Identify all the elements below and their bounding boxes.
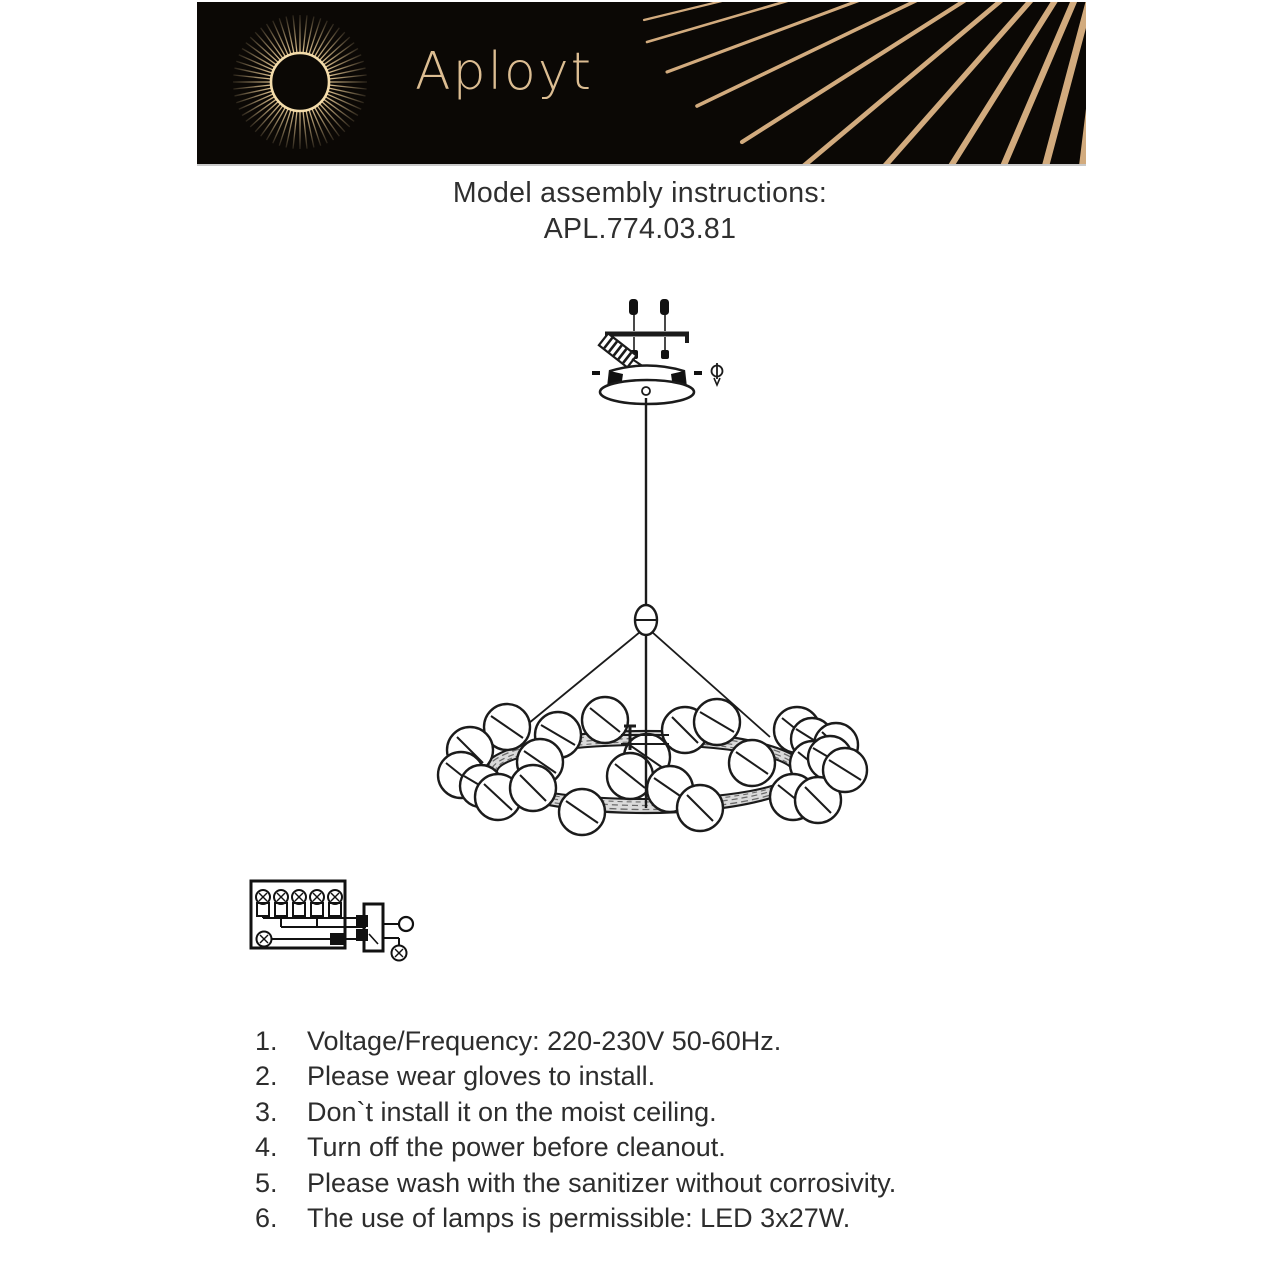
page-title: Model assembly instructions: [452, 177, 828, 209]
glass-balls-drawing [438, 697, 867, 835]
list-item [255, 1095, 1085, 1130]
item-text: Please wear gloves to install. [307, 1061, 656, 1092]
screw-icon [712, 363, 723, 385]
list-item [255, 1024, 1085, 1059]
power-cable-plug [599, 333, 637, 367]
item-number: 3. [255, 1096, 278, 1127]
wiring-diagram-drawing [245, 875, 430, 970]
item-text: Voltage/Frequency: 220-230V 50-60Hz. [307, 1026, 782, 1056]
banner-graphics [197, 2, 1086, 164]
suspension-cable-drawing [512, 398, 770, 737]
wires [257, 916, 367, 947]
item-number: 6. [255, 1203, 278, 1234]
list-item [255, 1166, 1085, 1201]
ceiling-mount-drawing [592, 299, 723, 404]
starburst-logo-icon [205, 2, 394, 164]
list-item [255, 1130, 1085, 1165]
list-item [255, 1201, 1085, 1236]
assembly-drawing [420, 280, 890, 850]
item-text: Don`t install it on the moist ceiling. [307, 1096, 717, 1127]
brand-banner [197, 2, 1086, 166]
decorative-rays [635, 2, 1086, 164]
wiring-diagram [245, 875, 430, 970]
item-number: 1. [255, 1026, 278, 1056]
instructions-list [255, 1024, 1085, 1236]
chandelier-drawing [420, 280, 890, 850]
item-number: 2. [255, 1061, 278, 1092]
model-number: APL.774.03.81 [543, 212, 737, 245]
title-block [0, 176, 1280, 247]
list-item [255, 1059, 1085, 1094]
brand-wordmark: Aployt [415, 42, 594, 102]
terminal-screws [256, 890, 342, 916]
item-number: 5. [255, 1167, 278, 1198]
item-text: The use of lamps is permissible: LED 3x27W. [307, 1203, 851, 1234]
output-wires [383, 917, 413, 961]
item-number: 4. [255, 1132, 278, 1163]
item-text: Please wash with the sanitizer without corrosivity. [307, 1167, 897, 1198]
item-text: Turn off the power before cleanout. [307, 1132, 726, 1163]
